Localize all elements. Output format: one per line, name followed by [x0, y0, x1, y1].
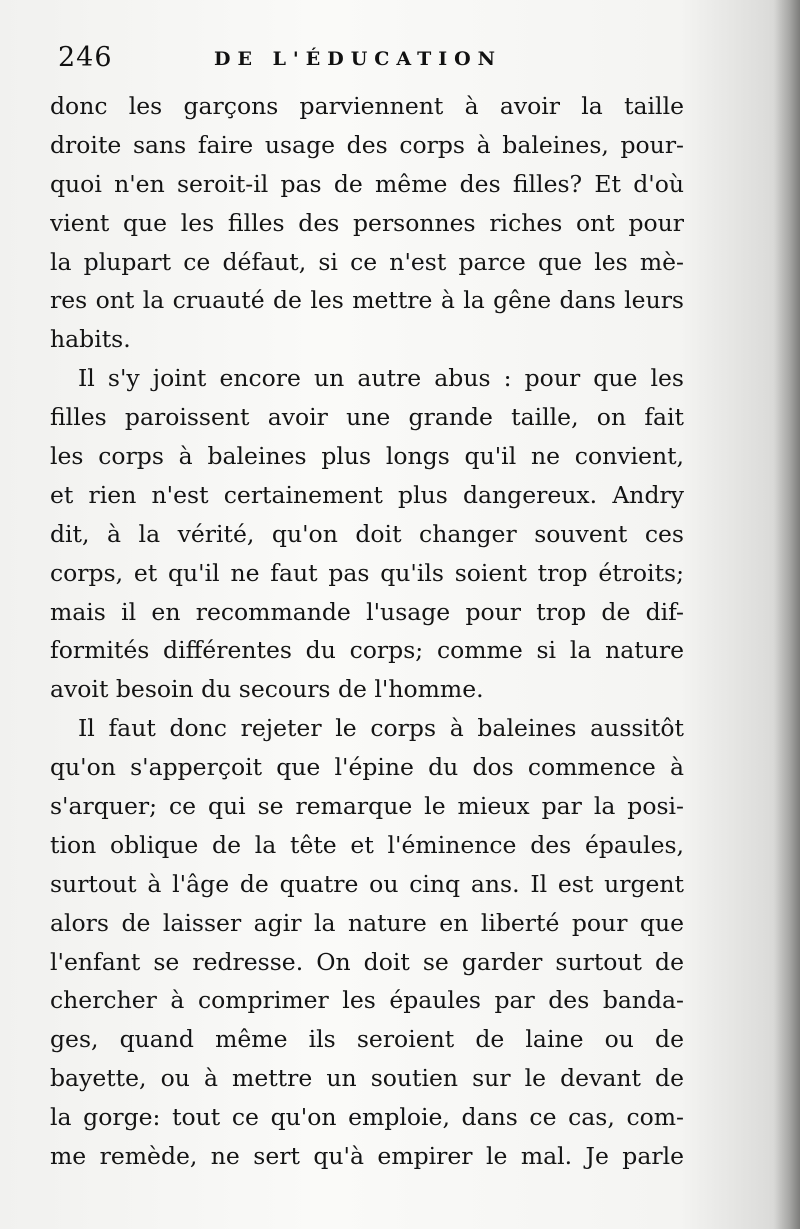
page-number: 246 [58, 42, 113, 73]
text-line: filles paroissent avoir une grande taille, on fait [50, 403, 684, 432]
running-head [58, 40, 698, 84]
text-line: droite sans faire usage des corps à baleines, pour- [50, 130, 684, 159]
text-line: et rien n'est certainement plus dangereux. Andry [50, 480, 684, 509]
text-line: alors de laisser agir la nature en liberté pour que [50, 908, 684, 937]
text-line: res ont la cruauté de les mettre à la gêne dans leurs [50, 286, 684, 315]
page-gutter-shadow [774, 0, 800, 1229]
text-line: me remède, ne sert qu'à empirer le mal. Je parle [50, 1142, 684, 1171]
text-line: s'arquer; ce qui se remarque le mieux par la posi- [50, 792, 684, 821]
paragraph-start-line: Il s'y joint encore un autre abus : pour que les [78, 364, 684, 393]
body-text [50, 87, 684, 1176]
text-line: quoi n'en seroit-il pas de même des filles? Et d'où [50, 169, 684, 198]
text-line: donc les garçons parviennent à avoir la taille [50, 92, 684, 120]
running-title: DE L'ÉDUCATION [214, 48, 503, 70]
text-line: surtout à l'âge de quatre ou cinq ans. Il est urgent [50, 869, 684, 898]
text-line: la plupart ce défaut, si ce n'est parce que les mè- [50, 247, 684, 276]
text-line: chercher à comprimer les épaules par des banda- [50, 986, 684, 1015]
text-line: corps, et qu'il ne faut pas qu'ils soient trop étroits; [50, 558, 684, 587]
paragraph-start-line: Il faut donc rejeter le corps à baleines aussitôt [78, 714, 684, 743]
text-line: bayette, ou à mettre un soutien sur le devant de [50, 1064, 684, 1093]
text-line: formités différentes du corps; comme si la nature [50, 636, 684, 665]
text-line: vient que les filles des personnes riches ont pour [50, 208, 684, 237]
text-line: qu'on s'apperçoit que l'épine du dos commence à [50, 753, 684, 782]
paragraph-end-line: avoit besoin du secours de l'homme. [50, 675, 484, 704]
text-line: les corps à baleines plus longs qu'il ne convient, [50, 442, 684, 471]
paragraph-end-line: habits. [50, 325, 131, 354]
text-line: ges, quand même ils seroient de laine ou de [50, 1025, 684, 1054]
text-line: dit, à la vérité, qu'on doit changer souvent ces [50, 519, 684, 548]
text-line: mais il en recommande l'usage pour trop de dif- [50, 597, 684, 626]
text-line: tion oblique de la tête et l'éminence des épaules, [50, 830, 684, 859]
text-line: la gorge: tout ce qu'on emploie, dans ce cas, com- [50, 1103, 684, 1132]
text-line: l'enfant se redresse. On doit se garder surtout de [50, 947, 684, 976]
